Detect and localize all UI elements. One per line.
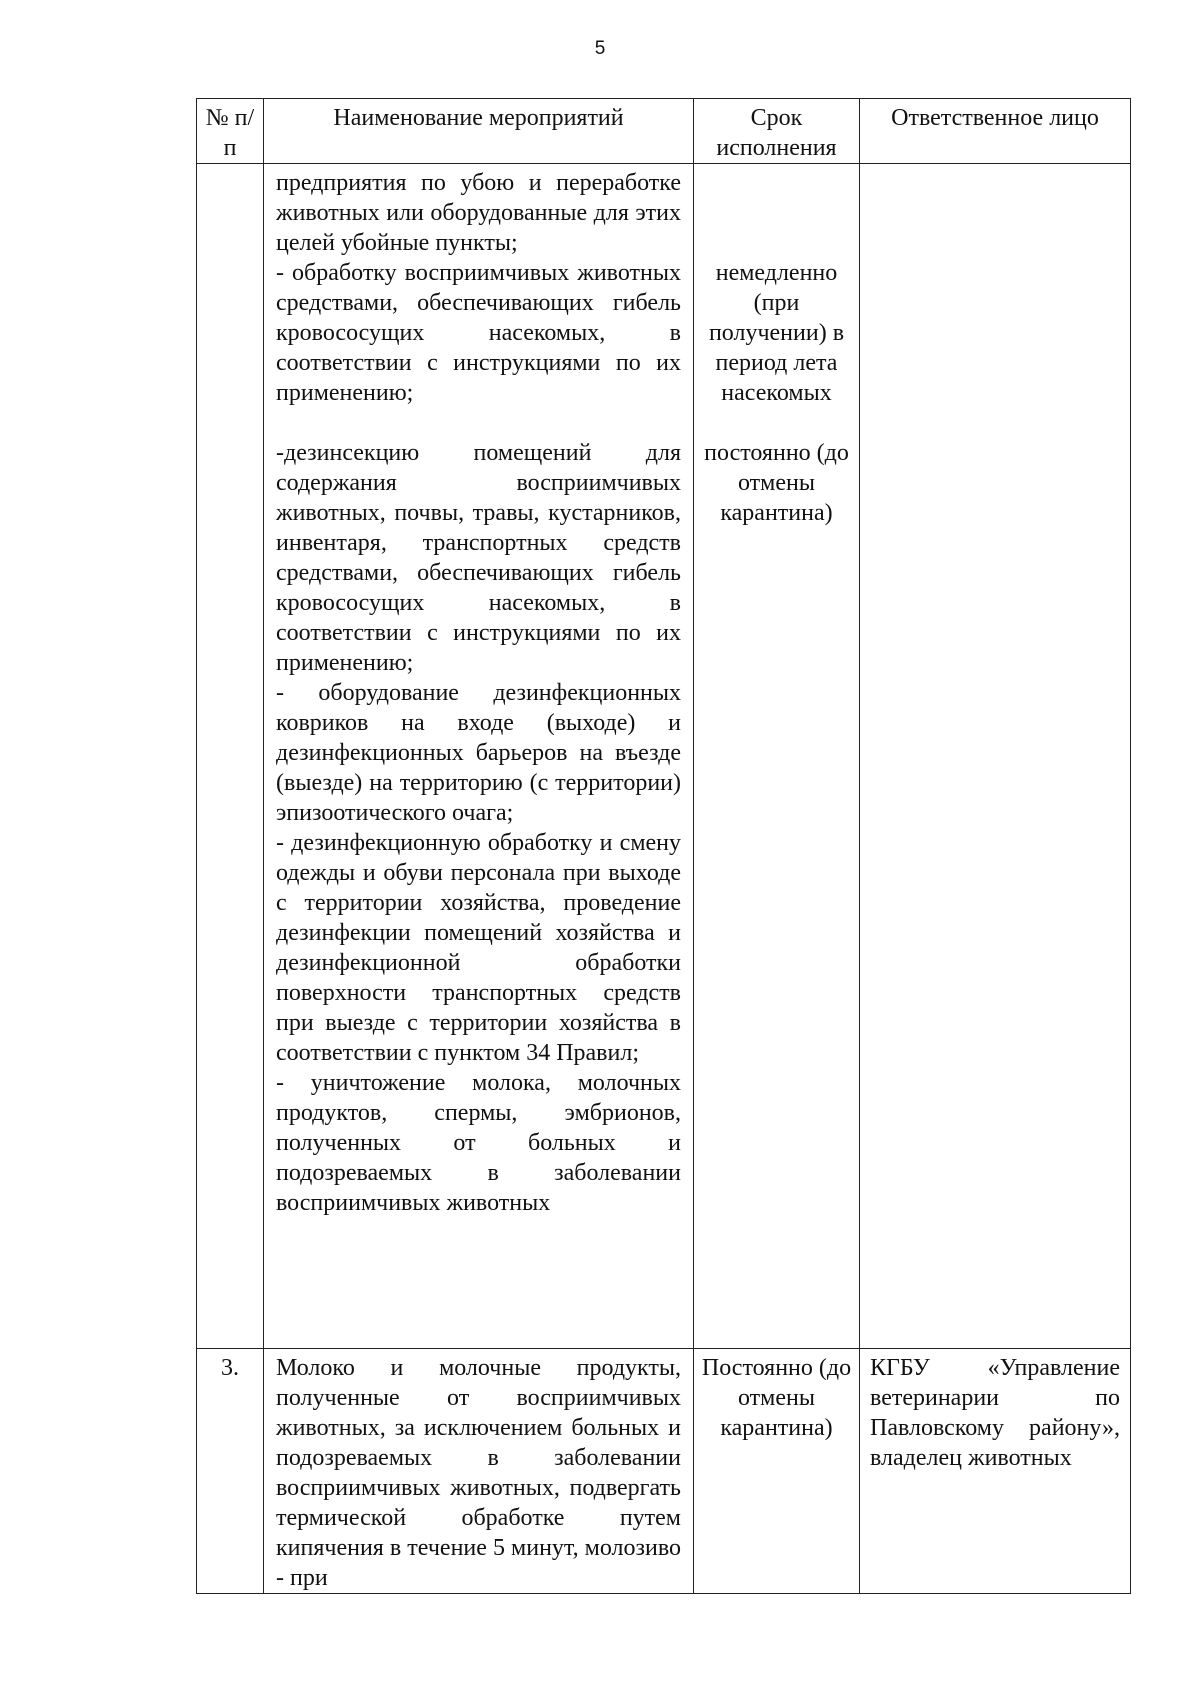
term-cell (694, 1349, 860, 1594)
table-header-row (197, 99, 1131, 164)
measure-paragraph: Молоко и молочные продукты, полученные от восприимчивых животных, за исключением больных и подозреваемых в заболевании восприимчивых животных, подвергать термической обработке путем кипячения в течение 5 минут, молозиво - при (276, 1355, 681, 1591)
header-term: Срок исполнения (694, 99, 860, 164)
measures-table (196, 98, 1131, 1594)
measure-paragraph: -дезинсекцию помещений для содержания восприимчивых животных, почвы, травы, кустарников, инвентаря, транспортных средств средствами, обеспечивающих гибель кровососущих насекомых, в соответствии с инструкциями по их применению; (276, 440, 681, 676)
page-number: 5 (594, 38, 606, 59)
measure-name-cell (264, 164, 694, 1349)
measure-paragraph: предприятия по убою и переработке животных или оборудованные для этих целей убойные пункты; (276, 170, 681, 256)
responsible-cell (860, 164, 1131, 1349)
term-text: постоянно (до отмены карантина) (704, 440, 849, 526)
term-cell (694, 164, 860, 1349)
row-num: 3. (197, 1349, 264, 1594)
measure-paragraph: - обработку восприимчивых животных средствами, обеспечивающих гибель кровососущих насекомых, в соответствии с инструкциями по их применению; (276, 260, 681, 406)
table-row (197, 1349, 1131, 1594)
term-spacer (700, 168, 853, 258)
header-responsible: Ответственное лицо (860, 99, 1131, 164)
term-text: Постоянно (до отмены карантина) (701, 1355, 852, 1441)
measure-paragraph: - дезинфекционную обработку и смену одежды и обуви персонала при выходе с территории хозяйства, проведение дезинфекции помещений хозяйства и дезинфекционной обработки поверхности транспортных средств при выезде с территории хозяйства в соответствии с пунктом 34 Правил; (276, 830, 681, 1066)
header-num: № п/п (197, 99, 264, 164)
term-text: немедленно (при получении) в период лета насекомых (708, 260, 845, 406)
measure-name-cell (264, 1349, 694, 1594)
paragraph-gap (276, 408, 681, 438)
measure-paragraph: - уничтожение молока, молочных продуктов, спермы, эмбрионов, полученных от больных и подозреваемых в заболевании восприимчивых животных (276, 1070, 681, 1216)
measure-paragraph: - оборудование дезинфекционных ковриков на входе (выходе) и дезинфекционных барьеров на въезде (выезде) на территорию (с территории) эпизоотического очага; (276, 680, 681, 826)
table-row (197, 164, 1131, 1349)
responsible-text: КГБУ «Управление ветеринарии по Павловскому району», владелец животных (870, 1355, 1120, 1471)
header-name: Наименование мероприятий (264, 99, 694, 164)
term-spacer (700, 408, 853, 438)
row-num (197, 164, 264, 1349)
responsible-cell (860, 1349, 1131, 1594)
